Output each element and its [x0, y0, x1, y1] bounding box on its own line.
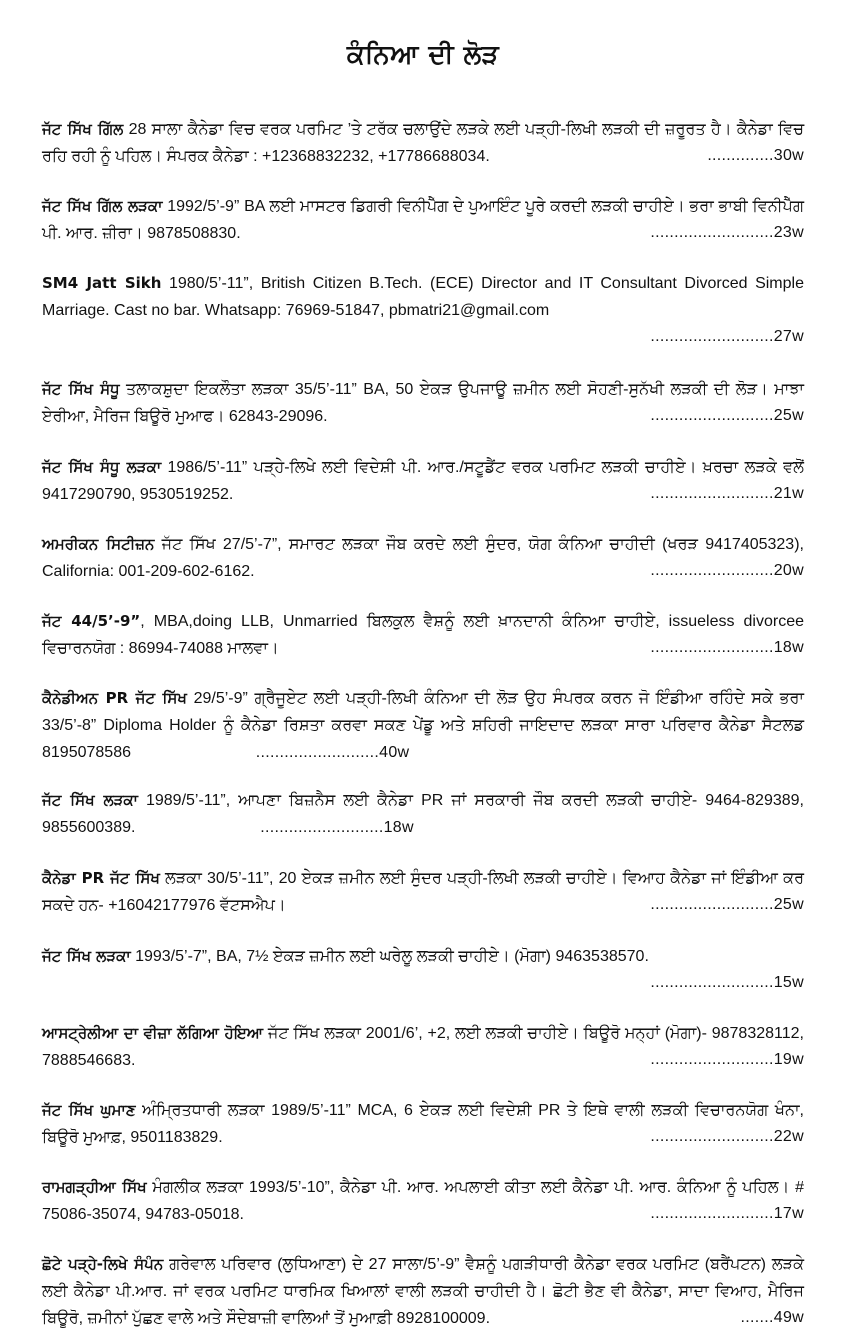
ad-code-row: [42, 324, 804, 350]
ad-text: ਜੱਟ ਸਿੱਖ ਲੜਕਾ 2001/6’, +2, ਲਈ ਲੜਕੀ ਚਾਹੀਏ। ਬਿਊਰੋ ਮਨ੍ਹਾਂ (ਮੋਗਾ)- 9878328112, 7888546683.: [42, 1025, 804, 1069]
list-item: [42, 531, 804, 608]
list-item: [42, 454, 804, 531]
ad-lead: ਕੈਨੇਡੀਅਨ PR ਜੱਟ ਸਿੱਖ: [42, 689, 187, 707]
ad-code: ..........................23w: [650, 224, 804, 241]
list-item: [42, 1097, 804, 1174]
ad-code: ..........................25w: [650, 896, 804, 913]
ad-text: ਜੱਟ ਸਿੱਖ 27/5’-7”, ਸਮਾਰਟ ਲੜਕਾ ਜੌਬ ਕਰਦੇ ਲਈ ਸੁੰਦਰ, ਯੋਗ ਕੰਨਿਆ ਚਾਹੀਦੀ (ਖਰੜ 9417405323), California: 001-209-602-6162.: [42, 536, 804, 580]
list-item: [42, 1251, 804, 1331]
ad-lead: ਕੈਨੇਡਾ PR ਜੱਟ ਸਿੱਖ: [42, 869, 160, 887]
ad-code: ..........................18w: [260, 819, 414, 836]
list-item: [42, 376, 804, 454]
list-item: [42, 685, 804, 787]
list-item: [42, 1174, 804, 1251]
list-item: [42, 193, 804, 270]
ad-text: 1993/5’-7”, BA, 7½ ਏਕੜ ਜ਼ਮੀਨ ਲਈ ਘਰੇਲੂ ਲੜਕੀ ਚਾਹੀਏ। (ਮੋਗਾ) 9463538570.: [130, 948, 649, 965]
list-item: [42, 116, 804, 193]
ad-code: ..........................27w: [650, 328, 804, 345]
list-item: [42, 270, 804, 376]
ad-text: 1986/5’-11” ਪੜ੍ਹੇ-ਲਿਖੇ ਲਈ ਵਿਦੇਸ਼ੀ ਪੀ. ਆਰ./ਸਟੂਡੈਂਟ ਵਰਕ ਪਰਮਿਟ ਲੜਕੀ ਚਾਹੀਏ। ਖ਼ਰਚਾ ਲੜਕੇ ਵਲੋਂ 9417290790, 9530519252.: [42, 459, 804, 503]
list-item: [42, 943, 804, 1020]
listings: [42, 116, 804, 1331]
ad-lead: ਜੱਟ 44/5’-9”: [42, 612, 141, 630]
ad-code: ..........................15w: [650, 974, 804, 991]
ad-text: ਲੜਕਾ 30/5’-11”, 20 ਏਕੜ ਜ਼ਮੀਨ ਲਈ ਸੁੰਦਰ ਪੜ੍ਹੀ-ਲਿਖੀ ਲੜਕੀ ਚਾਹੀਏ। ਵਿਆਹ ਕੈਨੇਡਾ ਜਾਂ ਇੰਡੀਆ ਕਰ ਸਕਦੇ ਹਨ- +16042177976 ਵੱਟਸਐਪ।: [42, 870, 804, 914]
ad-code: ..........................21w: [650, 485, 804, 502]
ad-code-row: [42, 970, 804, 996]
ad-text: 1980/5’-11”, British Citizen B.Tech. (ECE) Director and IT Consultant Divorced Simple Marriage. Cast no bar. Whatsapp: 76969-51847, pbmatri21@gmail.com: [42, 275, 804, 319]
ad-lead: ਅਮਰੀਕਨ ਸਿਟੀਜ਼ਨ: [42, 535, 155, 553]
ad-code: ..........................25w: [650, 407, 804, 424]
ad-text: ਅੰਮ੍ਰਿਤਧਾਰੀ ਲੜਕਾ 1989/5’-11” MCA, 6 ਏਕੜ ਲਈ ਵਿਦੇਸ਼ੀ PR ਤੇ ਇਥੇ ਵਾਲੀ ਲੜਕੀ ਵਿਚਾਰਨਯੋਗ ਖੰਨਾ, ਬਿਊਰੋ ਮੁਆਫ਼, 9501183829.: [42, 1102, 804, 1146]
ad-text: ਗਰੇਵਾਲ ਪਰਿਵਾਰ (ਲੁਧਿਆਣਾ) ਦੇ 27 ਸਾਲਾ/5’-9” ਵੈਸ਼ਨੂੰ ਪਗੜੀਧਾਰੀ ਕੈਨੇਡਾ ਵਰਕ ਪਰਮਿਟ (ਬਰੈਂਪਟਨ) ਲੜਕੇ ਲਈ ਕੈਨੇਡਾ ਪੀ.ਆਰ. ਜਾਂ ਵਰਕ ਪਰਮਿਟ ਧਾਰਮਿਕ ਖਿਆਲਾਂ ਵਾਲੀ ਲੜਕੀ ਚਾਹੀਦੀ ਹੈ। ਛੋਟੀ ਭੈਣ ਵੀ ਕੈਨੇਡਾ, ਸਾਦਾ ਵਿਆਹ, ਮੈਰਿਜ ਬਿਊਰੋ, ਜ਼ਮੀਨਾਂ ਪੁੱਛਣ ਵਾਲੇ ਅਤੇ ਸੌਦੇਬਾਜ਼ੀ ਵਾਲਿਆਂ ਤੋਂ ਮੁਆਫ਼ੀ 8928100009.: [42, 1256, 805, 1327]
ad-code: ..........................20w: [650, 562, 804, 579]
ad-lead: ਜੱਟ ਸਿੱਖ ਸੰਧੂ: [42, 380, 120, 398]
ad-code: ..........................17w: [650, 1205, 804, 1222]
ad-code: ..........................22w: [650, 1128, 804, 1145]
ad-text: 29/5’-9” ਗ੍ਰੈਜੂਏਟ ਲਈ ਪੜ੍ਹੀ-ਲਿਖੀ ਕੰਨਿਆ ਦੀ ਲੋੜ ਉਹ ਸੰਪਰਕ ਕਰਨ ਜੋ ਇੰਡੀਆ ਰਹਿੰਦੇ ਸਕੇ ਭਰਾ 33/5’-8” Diploma Holder ਨੂੰ ਕੈਨੇਡਾ ਰਿਸ਼ਤਾ ਕਰਵਾ ਸਕਣ ਪੇਂਡੂ ਅਤੇ ਸ਼ਹਿਰੀ ਜਾਇਦਾਦ ਲੜਕਾ ਸਾਰਾ ਪਰਿਵਾਰ ਕੈਨੇਡਾ ਸੈਟਲਡ 8195078586: [42, 690, 804, 761]
ad-lead: ਜੱਟ ਸਿੱਖ ਗਿੱਲ ਲੜਕਾ: [42, 197, 163, 215]
ad-lead: ਰਾਮਗੜ੍ਹੀਆ ਸਿੱਖ: [42, 1178, 147, 1196]
ad-code: ..........................19w: [650, 1051, 804, 1068]
list-item: [42, 1020, 804, 1097]
ad-code: ..........................40w: [255, 744, 410, 761]
ad-lead: ਜੱਟ ਸਿੱਖ ਲੜਕਾ: [42, 947, 131, 965]
ad-text: 1989/5’-11”, ਆਪਣਾ ਬਿਜ਼ਨੈਸ ਲਈ ਕੈਨੇਡਾ PR ਜਾਂ ਸਰਕਾਰੀ ਜੌਬ ਕਰਦੀ ਲੜਕੀ ਚਾਹੀਏ- 9464-829389, 9855600389.: [42, 792, 804, 836]
ad-lead: ਜੱਟ ਸਿੱਖ ਘੁਮਾਣ: [42, 1101, 136, 1119]
ad-text: ਮੰਗਲੀਕ ਲੜਕਾ 1993/5’-10”, ਕੈਨੇਡਾ ਪੀ. ਆਰ. ਅਪਲਾਈ ਕੀਤਾ ਲਈ ਕੈਨੇਡਾ ਪੀ. ਆਰ. ਕੰਨਿਆ ਨੂੰ ਪਹਿਲ। # 75086-35074, 94783-05018.: [42, 1179, 805, 1223]
ad-code: ..........................18w: [650, 639, 804, 656]
ad-lead: ਜੱਟ ਸਿੱਖ ਲੜਕਾ: [42, 791, 138, 809]
list-item: [42, 608, 804, 685]
ad-lead: ਜੱਟ ਸਿੱਖ ਸੰਧੂ ਲੜਕਾ: [42, 458, 162, 476]
ad-text: 1992/5’-9” BA ਲਈ ਮਾਸਟਰ ਡਿਗਰੀ ਵਿਨੀਪੈੱਗ ਦੇ ਪੁਆਇੰਟ ਪੂਰੇ ਕਰਦੀ ਲੜਕੀ ਚਾਹੀਏ। ਭਰਾ ਭਾਬੀ ਵਿਨੀਪੈੱਗ ਪੀ. ਆਰ. ਜ਼ੀਰਾ। 9878508830.: [42, 198, 804, 242]
ad-text: , MBA,doing LLB, Unmarried ਬਿਲਕੁਲ ਵੈਸ਼ਨੂੰ ਲਈ ਖ਼ਾਨਦਾਨੀ ਕੰਨਿਆ ਚਾਹੀਏ, issueless divorcee ਵਿਚਾਰਨਯੋਗ : 86994-74088 ਮਾਲਵਾ।: [42, 613, 804, 657]
ad-lead: ਜੱਟ ਸਿੱਖ ਗਿੱਲ: [42, 120, 124, 138]
ad-code: .......49w: [740, 1309, 804, 1326]
ad-lead: SM4 Jatt Sikh: [42, 274, 162, 292]
list-item: [42, 787, 804, 865]
ad-text: 28 ਸਾਲਾ ਕੈਨੇਡਾ ਵਿਚ ਵਰਕ ਪਰਮਿਟ ’ਤੇ ਟਰੱਕ ਚਲਾਉਂਦੇ ਲੜਕੇ ਲਈ ਪੜ੍ਹੀ-ਲਿਖੀ ਲੜਕੀ ਦੀ ਜ਼ਰੂਰਤ ਹੈ। ਕੈਨੇਡਾ ਵਿਚ ਰਹਿ ਰਹੀ ਨੂੰ ਪਹਿਲ। ਸੰਪਰਕ ਕੈਨੇਡਾ : +12368832232, +17786688034.: [42, 121, 804, 165]
ad-text: ਤਲਾਕਸ਼ੁਦਾ ਇਕਲੌਤਾ ਲੜਕਾ 35/5’-11” BA, 50 ਏਕੜ ਉਪਜਾਊ ਜ਼ਮੀਨ ਲਈ ਸੋਹਣੀ-ਸੁਨੱਖੀ ਲੜਕੀ ਦੀ ਲੋੜ। ਮਾਝਾ ਏਰੀਆ, ਮੈਰਿਜ ਬਿਊਰੋ ਮੁਆਫ। 62843-29096.: [42, 381, 804, 425]
ad-lead: ਆਸਟ੍ਰੇਲੀਆ ਦਾ ਵੀਜ਼ਾ ਲੱਗਿਆ ਹੋਇਆ: [42, 1024, 264, 1042]
ad-code: ..............30w: [707, 147, 804, 164]
ad-lead: ਛੋਟੇ ਪੜ੍ਹੇ-ਲਿਖੇ ਸੰਪੰਨ: [42, 1255, 164, 1273]
list-item: [42, 865, 804, 943]
page-title: ਕੰਨਿਆ ਦੀ ਲੋੜ: [346, 40, 500, 70]
